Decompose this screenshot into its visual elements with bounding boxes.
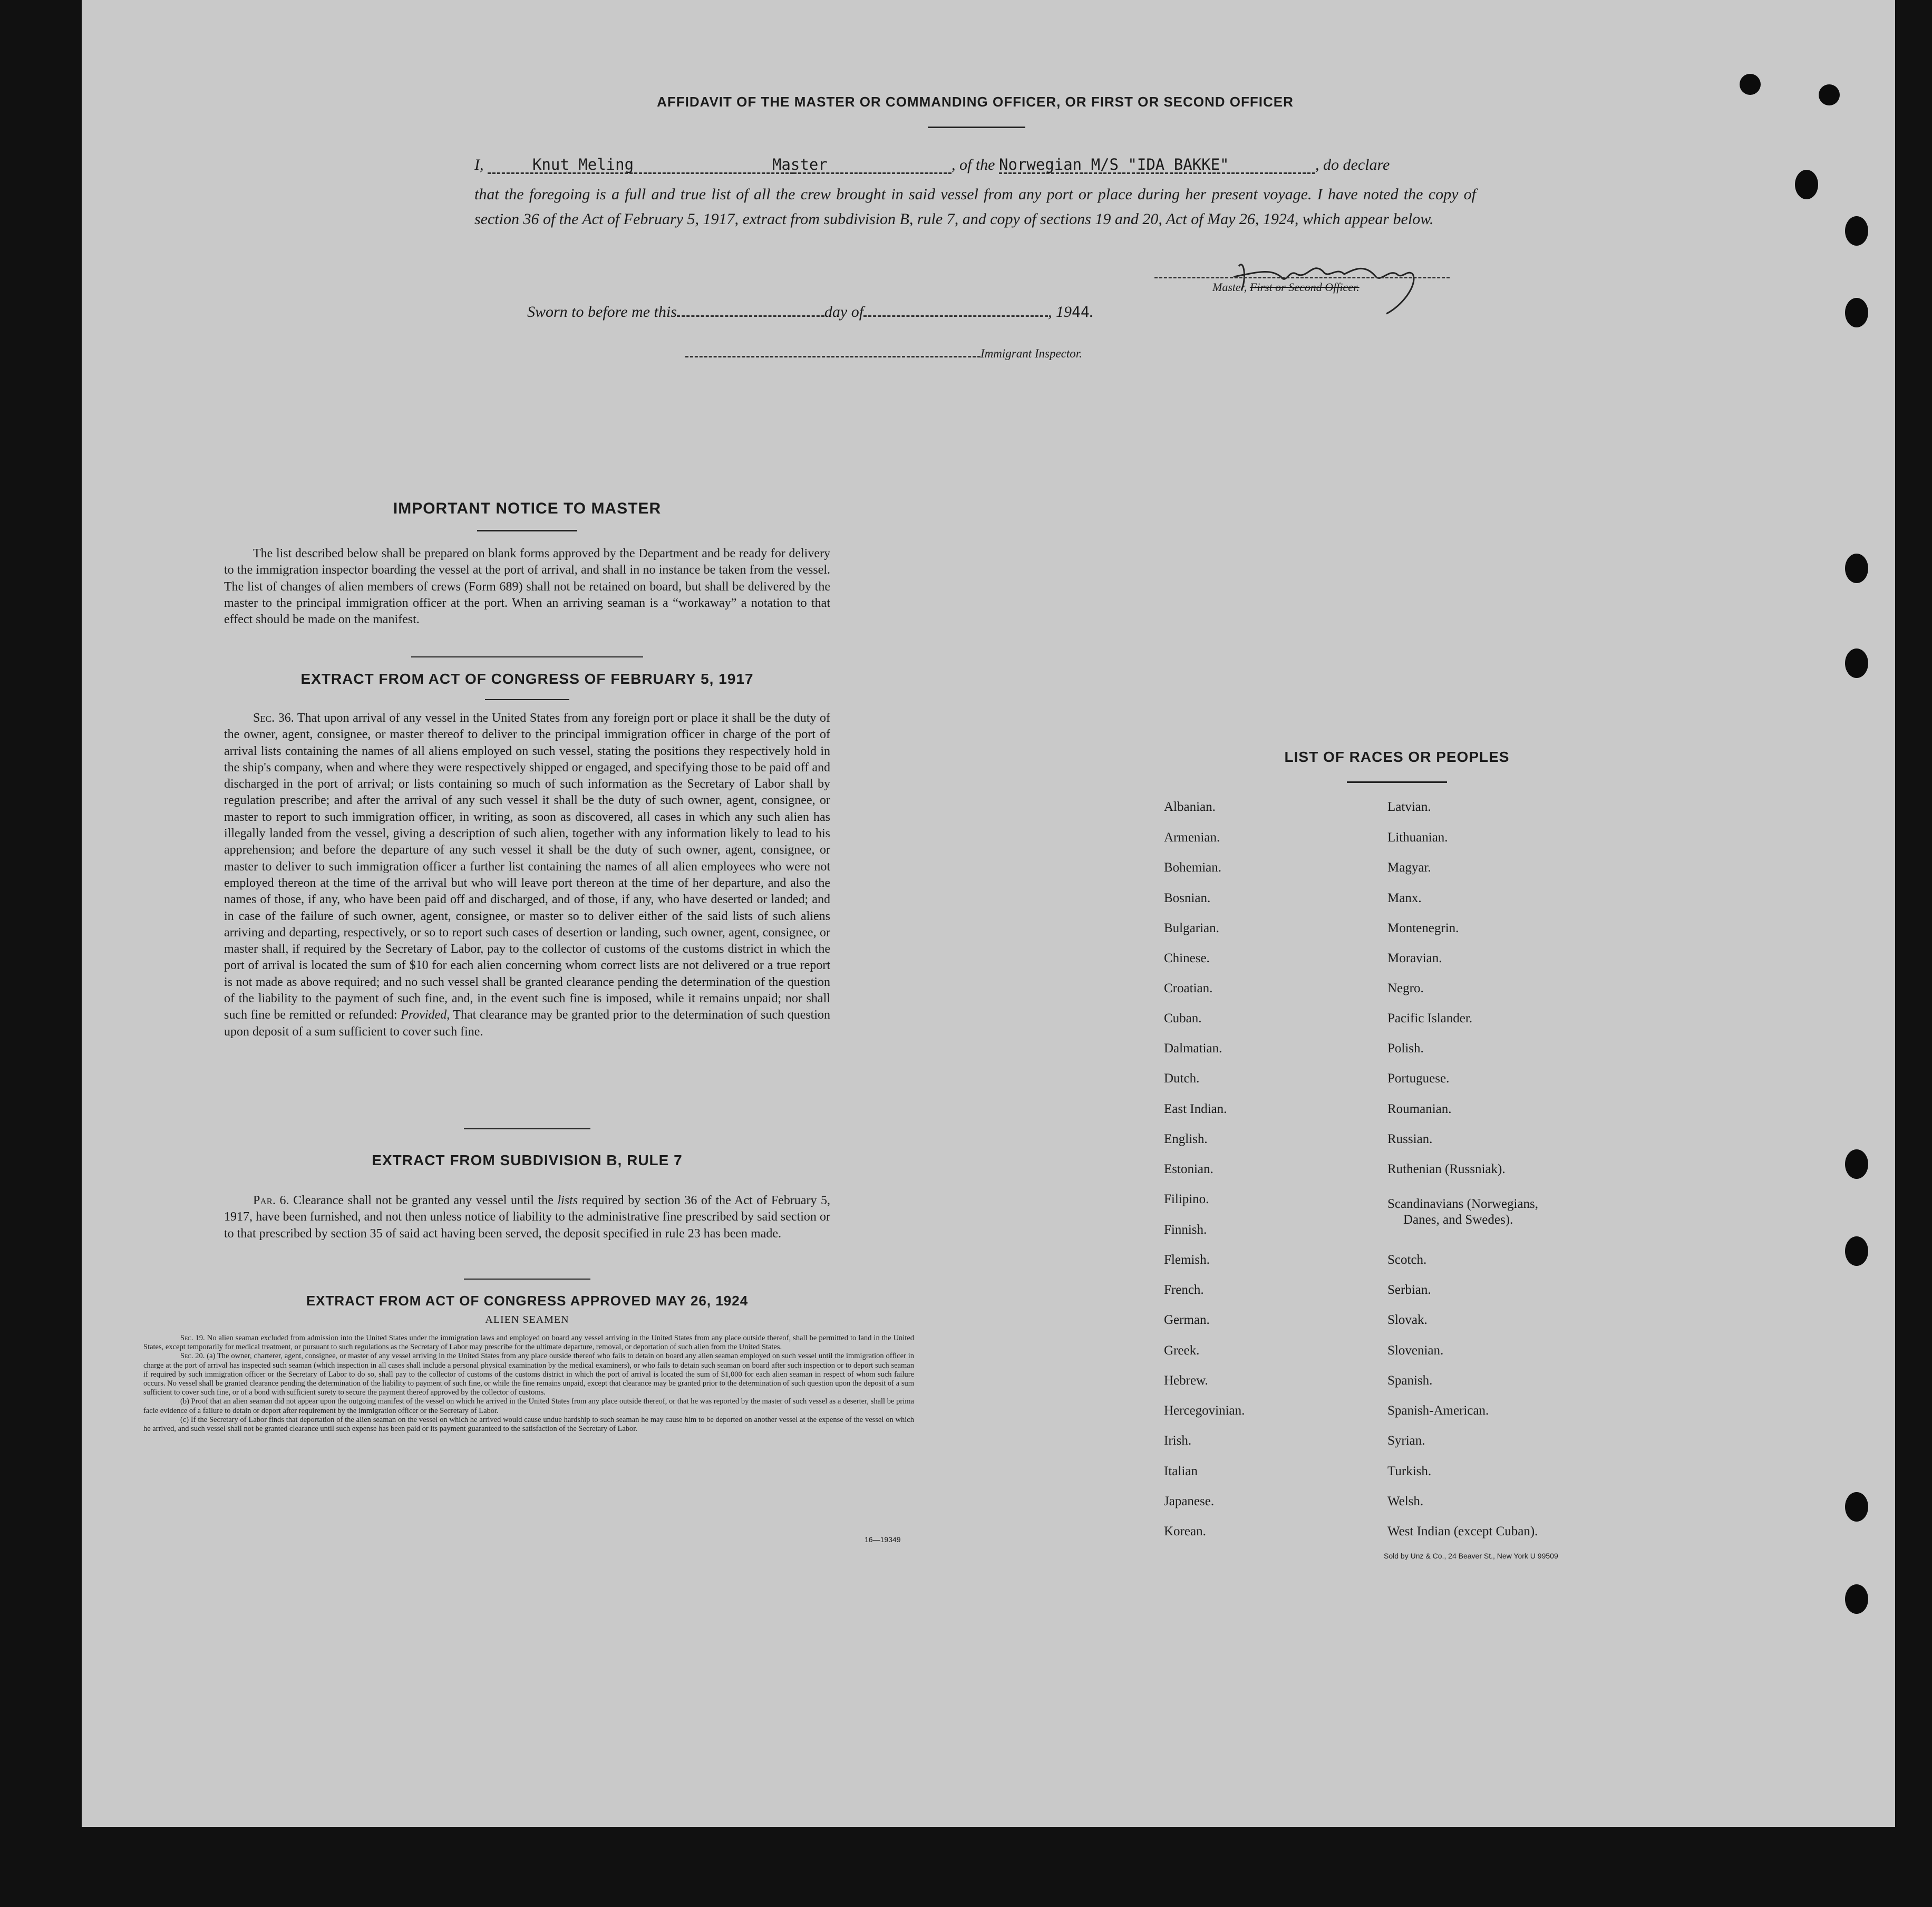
race-item: Bosnian. (1164, 891, 1211, 905)
alien-seamen-subtitle: ALIEN SEAMEN (485, 1314, 569, 1325)
race-item: Slovenian. (1387, 1343, 1444, 1358)
race-item: Roumanian. (1387, 1102, 1452, 1116)
race-item: Hebrew. (1164, 1373, 1208, 1388)
punch-hole (1845, 1236, 1868, 1266)
extract-1917-title: EXTRACT FROM ACT OF CONGRESS OF FEBRUARY 5, 1917 (300, 671, 754, 687)
race-item: Russian. (1387, 1132, 1433, 1146)
affidavit-title: AFFIDAVIT OF THE MASTER OR COMMANDING OFFICER, OR FIRST OR SECOND OFFICER (657, 94, 1294, 110)
sworn-line: Sworn to before me this day of , 1944. (527, 303, 1094, 321)
race-item: Italian (1164, 1464, 1198, 1478)
race-item: English. (1164, 1132, 1208, 1146)
extract-1917-text: Sec. 36. That upon arrival of any vessel in the United States from any foreign port or place it shall be the duty of the owner, agent, consignee, or master thereof to deliver to the principal immigration officer in charge of the port of arrival lists containing the names of all aliens employed on such vessel, stating the positions they respectively hold in the ship's company, when and where they were respectively shipped or engaged, and specifying those to be paid off and discharged in the port of arrival; or lists containing so much of such information as the Secretary of Labor shall by regulation prescribe; and after the arrival of any such vessel it shall be the duty of such owner, agent, consignee, or master to report to such immigration officer, in writing, as soon as discovered, all cases in which any such alien has illegally landed from the vessel, giving a description of such alien, together with any information likely to lead to his apprehension; and before the departure of any such vessel it shall be the duty of such owner, agent, consignee, or master to deliver to such immigration officer a further list containing the names of all alien employees who were not employed thereon at the time of the arrival but who will leave port thereon at the time of her departure, and also the names of those, if any, who have been paid off and discharged, and of those, if any, who have deserted or landed; and in case of the failure of such owner, agent, consignee, or master so to deliver either of the said lists of such aliens arriving and departing, respectively, or so to report such cases of desertion or landing, such owner, agent, consignee, or master shall, if required by the Secretary of Labor, pay to the collector of customs of the customs district in which the port of arrival is located the sum of $10 for each alien concerning whom correct lists are not delivered or a true report is not made as above required; and no such vessel shall be granted clearance pending the determination of the question of the liability to the payment of such fine, and, in the event such fine is imposed, while it remains unpaid; nor shall such fine be remitted or refunded: Provided, That clearance may be granted prior to the determination of such question upon deposit of a sum sufficient to cover such fine. (224, 711, 831, 1039)
race-item: Greek. (1164, 1343, 1200, 1358)
punch-hole (1819, 84, 1840, 105)
divider (1347, 781, 1447, 783)
race-item: Welsh. (1387, 1494, 1424, 1508)
race-item: Scotch. (1387, 1253, 1427, 1267)
rank-field: Master (772, 156, 828, 173)
signature-label: Master, First or Second Officer. (1212, 280, 1360, 294)
race-item: Dalmatian. (1164, 1041, 1222, 1056)
rule7-text: Par. 6. Clearance shall not be granted any vessel until the lists required by section 36 of the Act of February 5, 1917, have been furnished, and not then unless notice of liability to the administrative fine prescribed by said section or to that prescribed by section 35 of said act having been served, the deposit specified in rule 23 has been made. (224, 1194, 831, 1241)
signature-line (1154, 277, 1450, 278)
race-item: Spanish. (1387, 1373, 1433, 1388)
race-item: French. (1164, 1283, 1204, 1297)
punch-hole (1740, 74, 1761, 95)
inspector-line: Immigrant Inspector. (685, 347, 1082, 361)
notice-title: IMPORTANT NOTICE TO MASTER (393, 500, 662, 517)
race-item: Korean. (1164, 1524, 1206, 1538)
race-item: Portuguese. (1387, 1071, 1450, 1086)
punch-hole (1845, 298, 1868, 327)
punch-hole (1845, 1584, 1868, 1614)
races-footer: Sold by Unz & Co., 24 Beaver St., New York U 99509 (1384, 1552, 1558, 1560)
race-item: Hercegovinian. (1164, 1403, 1245, 1418)
race-item: Lithuanian. (1387, 830, 1448, 845)
race-item: Manx. (1387, 891, 1422, 905)
race-item: Pacific Islander. (1387, 1011, 1473, 1025)
form-number: 16—19349 (865, 1535, 901, 1544)
race-item: Chinese. (1164, 951, 1210, 965)
master-name-field: Knut Meling (532, 156, 634, 173)
punch-hole (1845, 648, 1868, 678)
race-item: Negro. (1387, 981, 1424, 995)
race-item: Montenegrin. (1387, 921, 1459, 935)
vessel-field: Norwegian M/S "IDA BAKKE" (999, 156, 1229, 173)
race-item: Bulgarian. (1164, 921, 1219, 935)
race-item: Syrian. (1387, 1434, 1425, 1448)
race-item: Albanian. (1164, 800, 1216, 814)
punch-hole (1845, 1149, 1868, 1179)
race-item: Irish. (1164, 1434, 1192, 1448)
punch-hole (1845, 216, 1868, 246)
rule7-title: EXTRACT FROM SUBDIVISION B, RULE 7 (372, 1152, 683, 1168)
race-item: Scandinavians (Norwegians, (1387, 1197, 1539, 1211)
race-item: Ruthenian (Russniak). (1387, 1162, 1506, 1176)
race-item: Filipino. (1164, 1192, 1209, 1206)
race-item: East Indian. (1164, 1102, 1227, 1116)
race-item: Croatian. (1164, 981, 1213, 995)
affidavit-text: that the foregoing is a full and true list of all the crew brought in said vessel from any port or place during her present voyage. I have noted the copy of section 36 of the Act of February 5, 1917, extract from subdivision B, rule 7, and copy of sections 19 and 20, Act of May 26, 1924, which appear below. (474, 186, 1476, 228)
race-item: Estonian. (1164, 1162, 1213, 1176)
race-item: Armenian. (1164, 830, 1220, 845)
divider (485, 699, 569, 700)
race-item: Bohemian. (1164, 860, 1222, 875)
divider (464, 1128, 590, 1129)
divider (477, 530, 577, 531)
extract-1924-text: Sec. 19. No alien seaman excluded from admission into the United States under the immigration laws and employed on board any vessel arriving in the United States from any place outside thereof, shall be permitted to land in the United States, except temporarily for medical treatment, or pursuant to such regulations as the Secretary of Labor may prescribe for the ultimate departure, removal, or deportation of such alien from the United States. Sec. 20. (a) The owner, charterer, agent, consignee, or master of any vessel arriving in the United States from any place outside thereof who fails to detain on board any alien seaman employed on such vessel until the immigration officer in charge at the port of arrival has inspected such seaman (which inspection in all cases shall include a personal physical examination by the medical examiners), or who fails to detain such seaman on board after such inspection or to deport such seaman if required by such immigration officer or the Secretary of Labor to do so, shall pay to the collector of customs of the customs district in which the port of arrival is located the sum of $1,000 for each alien seaman in respect of whom such failure occurs. No vessel shall be granted clearance pending the determination of the liability to payment of such fine, or while the fine remains unpaid, except that clearance may be granted prior to the determination of such question upon the deposit of a sum sufficient to cover such fine, or of a bond with sufficient surety to secure the payment thereof approved by the collector of customs. (b) Proof that an alien seaman did not appear upon the outgoing manifest of the vessel on which he arrived in the United States from any place outside thereof, or that he was reported by the master of such vessel as a deserter, shall be prima facie evidence of a failure to detain or deport after requirement by the immigration officer or the Secretary of Labor. (c) If the Secretary of Labor finds that deportation of the alien seaman on the vessel on which he arrived would cause undue hardship to such seaman he may cause him to be deported on another vessel at the expense of the vessel on which he arrived, and such vessel shall not be granted clearance until such expense has been paid or its payment guaranteed to the satisfaction of the Secretary of Labor. (143, 1334, 915, 1434)
race-item: Serbian. (1387, 1283, 1431, 1297)
race-item: Flemish. (1164, 1253, 1210, 1267)
race-item: German. (1164, 1313, 1210, 1327)
race-item: Spanish-American. (1387, 1403, 1489, 1418)
race-item: Turkish. (1387, 1464, 1432, 1478)
race-item: Cuban. (1164, 1011, 1202, 1025)
race-item: Magyar. (1387, 860, 1431, 875)
affidavit-declaration-line: I, Knut Meling Master , of the Norwegian M/S "IDA BAKKE" , do declare (474, 156, 1390, 173)
race-item: Slovak. (1387, 1313, 1428, 1327)
race-item: Dutch. (1164, 1071, 1200, 1086)
race-item: Finnish. (1164, 1223, 1207, 1237)
year-field: 44 (1072, 303, 1090, 321)
races-title: LIST OF RACES OR PEOPLES (1284, 749, 1510, 765)
punch-hole (1845, 1492, 1868, 1522)
punch-hole (1795, 170, 1818, 199)
divider (464, 1279, 590, 1280)
race-item: Moravian. (1387, 951, 1442, 965)
divider (928, 127, 1025, 128)
race-item: West Indian (except Cuban). (1387, 1524, 1538, 1538)
punch-hole (1845, 554, 1868, 583)
race-item: Latvian. (1387, 800, 1431, 814)
extract-1924-title: EXTRACT FROM ACT OF CONGRESS APPROVED MAY 26, 1924 (306, 1293, 749, 1309)
notice-text: The list described below shall be prepared on blank forms approved by the Department and be ready for delivery to the immigration inspector boarding the vessel at the port of arrival, and shall in no instance be taken from the vessel. The list of changes of alien members of crews (Form 689) shall not be retained on board, but shall be delivered by the master to the principal immigration officer at the port. When an arriving seaman is a “workaway” a notation to that effect should be made on the manifest. (224, 547, 830, 627)
race-item: Polish. (1387, 1041, 1424, 1056)
race-item-continuation: Danes, and Swedes). (1403, 1213, 1513, 1227)
race-item: Japanese. (1164, 1494, 1215, 1508)
divider (411, 656, 643, 657)
